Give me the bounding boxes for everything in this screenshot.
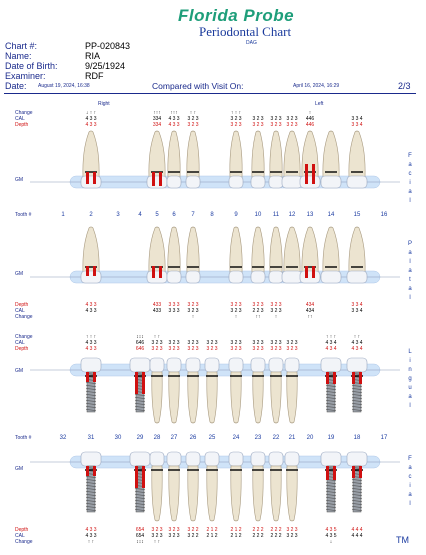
upper-facial-cal-value: 3 2 3 (270, 116, 282, 122)
lower-lingual-depth-value: 3 2 3 (168, 346, 180, 352)
lower-lingual-change-value: ↕↕↕ (136, 334, 144, 340)
upper-facial-pocket-5-mesial (152, 172, 155, 186)
lower-lingual-cal-value: 646 (135, 340, 145, 346)
upper-tooth-number[interactable]: 13 (306, 212, 314, 218)
upper-tooth-number[interactable]: 2 (89, 212, 93, 218)
upper-palatal-cal-value: 3 3 3 (168, 308, 180, 314)
upper-palatal-change-value: ↑↑ (255, 314, 261, 320)
lower-lingual-cal-value: 4 3 3 (85, 340, 97, 346)
row-label-change: Change (15, 539, 33, 545)
upper-facial-depth-value: 3 3 4 (351, 122, 363, 128)
lower-facial-depth-value: 2 2 2 (252, 527, 264, 533)
dob-label: Date of Birth: (5, 61, 58, 71)
upper-facial-pocket-2-mesial (86, 172, 89, 184)
upper-facial-change-value: ↑ (308, 110, 312, 116)
lower-lingual-change-value: ↑ ↑ ↑ (85, 334, 97, 340)
upper-facial-crown-10 (251, 176, 265, 188)
lower-lingual-change-value: ↑ ↑ ↑ (325, 334, 337, 340)
lower-facial-tooth-21-crown (285, 452, 299, 466)
lower-lingual-pocket-18-mesial (352, 372, 355, 384)
lower-facial-tooth-28 (152, 466, 162, 521)
upper-facial-tooth-5 (149, 131, 165, 178)
side-label-lingual: L i n g u a l (408, 349, 412, 409)
lower-lingual-depth-value: 646 (135, 346, 145, 352)
lower-facial-pocket-29-mesial (135, 466, 138, 488)
lower-facial-depth-value: 3 2 3 (286, 527, 298, 533)
lower-facial-depth-value: 4 4 4 (351, 527, 363, 533)
lower-lingual-tooth-22-crown (269, 358, 283, 372)
lower-lingual-cal-value: 3 2 3 (168, 340, 180, 346)
examiner-label: Examiner: (5, 71, 46, 81)
lower-tooth-number[interactable]: 18 (353, 435, 361, 441)
upper-palatal-cal-value: 434 (305, 308, 315, 314)
lower-facial-cal-value: 4 3 5 (325, 533, 337, 539)
lower-lingual-depth-value: 3 2 3 (187, 346, 199, 352)
lower-facial-tooth-31-crown (81, 452, 101, 466)
upper-tooth-number[interactable]: 4 (138, 212, 142, 218)
upper-palatal-tooth-15 (349, 227, 365, 273)
upper-tooth-number[interactable]: 12 (288, 212, 296, 218)
lower-lingual-tooth-24-crown (229, 358, 243, 372)
upper-palatal-pocket-13-mesial (305, 266, 308, 278)
upper-palatal-change-value: ↑ (274, 314, 278, 320)
lower-facial-depth-value: 2 1 2 (230, 527, 242, 533)
upper-palatal-pocket-2-distal (93, 266, 96, 276)
upper-palatal-change-value: ↑ (234, 314, 238, 320)
upper-palatal-crown-13 (300, 271, 320, 283)
chart-number-label: Chart #: (5, 41, 38, 51)
upper-tooth-number[interactable]: 6 (172, 212, 176, 218)
lower-facial-tooth-23 (253, 466, 263, 521)
lower-facial-tooth-28-crown (150, 452, 164, 466)
lower-facial-depth-value: 3 2 3 (168, 527, 180, 533)
page-title: Periodontal Chart (199, 24, 292, 39)
name-label: Name: (5, 51, 32, 61)
upper-palatal-depth-value: 3 2 3 (270, 302, 282, 308)
lower-lingual-depth-value: 3 2 3 (270, 346, 282, 352)
lower-lingual-pocket-19-mesial (326, 372, 329, 384)
upper-facial-depth-value: 446 (305, 122, 315, 128)
lower-facial-depth-value: 3 2 2 (187, 527, 199, 533)
upper-facial-cal-value: 3 2 3 (187, 116, 199, 122)
upper-facial-change-value: ↑↑↑ (153, 110, 161, 116)
page-indicator: 2/3 (398, 81, 411, 91)
lower-facial-cal-value: 3 2 3 (168, 533, 180, 539)
upper-tooth-number[interactable]: 1 (61, 212, 65, 218)
upper-facial-cal-value: 3 2 3 (286, 116, 298, 122)
lower-lingual-pocket-19-distal (333, 372, 336, 384)
upper-palatal-cal-value: 3 3 4 (351, 308, 363, 314)
upper-facial-depth-value: 334 (152, 122, 162, 128)
lower-lingual-pocket-31-mesial (86, 372, 89, 382)
examiner-initials: DAG (246, 40, 257, 46)
lower-facial-tooth-19-crown (321, 452, 341, 466)
upper-facial-depth-value: 3 2 3 (286, 122, 298, 128)
side-label-facial-lower: F a c i a l (408, 456, 412, 507)
upper-palatal-tooth-12 (284, 227, 300, 273)
lower-lingual-cal-value: 3 2 3 (286, 340, 298, 346)
upper-facial-depth-value: 3 2 3 (252, 122, 264, 128)
upper-facial-cal-value: 4 3 3 (168, 116, 180, 122)
upper-palatal-crown-15 (347, 271, 367, 283)
lower-facial-pocket-18-mesial (352, 466, 355, 478)
upper-tooth-number[interactable]: 8 (210, 212, 214, 218)
lower-facial-tooth-27-crown (167, 452, 181, 466)
upper-facial-tooth-10 (252, 131, 264, 178)
lower-facial-change-value: ↑ ↑ (87, 539, 95, 545)
lower-lingual-depth-value: 4 3 3 (85, 346, 97, 352)
upper-palatal-depth-value: 3 2 3 (252, 302, 264, 308)
lower-lingual-tooth-24 (231, 372, 241, 423)
upper-palatal-crown-5 (147, 271, 167, 283)
upper-facial-crown-6 (167, 176, 181, 188)
lower-lingual-depth-value: 3 2 3 (252, 346, 264, 352)
upper-palatal-cal-value: 3 2 3 (187, 308, 199, 314)
lower-facial-change-value: ↕↕↕ (136, 539, 144, 545)
lower-lingual-tooth-31-crown (81, 358, 101, 372)
lower-lingual-tooth-22 (271, 372, 281, 423)
upper-facial-tooth-14 (323, 131, 339, 178)
upper-tooth-number[interactable]: 10 (254, 212, 262, 218)
upper-palatal-gm-label: GM (15, 271, 24, 277)
lower-lingual-pocket-29-distal (142, 372, 145, 394)
upper-facial-crown-7 (186, 176, 200, 188)
upper-facial-pocket-2-distal (93, 172, 96, 184)
row-label-change: Change (15, 314, 33, 320)
lower-tooth-label: Tooth # (15, 435, 32, 441)
lower-tooth-number[interactable]: 31 (87, 435, 95, 441)
lower-facial-depth-value: 654 (135, 527, 145, 533)
lower-lingual-tooth-27 (169, 372, 179, 423)
lower-facial-pocket-19-distal (333, 466, 336, 480)
upper-palatal-depth-value: 3 2 3 (187, 302, 199, 308)
upper-facial-crown-15 (347, 176, 367, 188)
lower-facial-cal-value: 2 2 2 (252, 533, 264, 539)
lower-lingual-tooth-25 (207, 372, 217, 423)
upper-palatal-tooth-11 (270, 227, 282, 273)
upper-palatal-pocket-5-distal (159, 266, 162, 278)
upper-palatal-crown-12 (282, 271, 302, 283)
upper-facial-pocket-13-mesial (305, 164, 308, 184)
lower-lingual-pocket-18-distal (359, 372, 362, 384)
lower-tooth-number[interactable]: 28 (153, 435, 161, 441)
upper-facial-depth-value: 4 3 3 (168, 122, 180, 128)
upper-palatal-tooth-10 (252, 227, 264, 273)
date-label: Date: (5, 81, 27, 91)
upper-facial-crown-14 (321, 176, 341, 188)
lower-lingual-tooth-21-crown (285, 358, 299, 372)
upper-facial-gm-label: GM (15, 177, 24, 183)
upper-facial-tooth-15 (349, 131, 365, 178)
upper-tooth-number[interactable]: 3 (116, 212, 120, 218)
row-label-change: Change (15, 110, 33, 116)
upper-palatal-tooth-9 (230, 227, 242, 273)
upper-facial-pocket-5-distal (159, 172, 162, 186)
upper-tooth-number[interactable]: 7 (191, 212, 195, 218)
row-label-depth: Depth (15, 527, 29, 533)
lower-tooth-number[interactable]: 24 (232, 435, 240, 441)
upper-facial-crown-5 (147, 176, 167, 188)
lower-tooth-number[interactable]: 32 (59, 435, 67, 441)
lower-facial-pocket-29-distal (142, 466, 145, 488)
upper-facial-cal-value: 3 3 4 (351, 116, 363, 122)
lower-lingual-tooth-21 (287, 372, 297, 423)
lower-lingual-cal-value: 3 2 3 (187, 340, 199, 346)
lower-lingual-gm-label: GM (15, 368, 24, 374)
lower-facial-tooth-26-crown (186, 452, 200, 466)
lower-lingual-cal-value: 4 3 4 (351, 340, 363, 346)
lower-lingual-tooth-23 (253, 372, 263, 423)
row-label-cal: CAL (15, 340, 25, 346)
upper-palatal-cal-value: 3 2 3 (230, 308, 242, 314)
lower-lingual-cal-value: 3 2 3 (270, 340, 282, 346)
lower-facial-tooth-22 (271, 466, 281, 521)
row-label-depth: Depth (15, 122, 29, 128)
lower-facial-pocket-31-distal (93, 466, 96, 476)
lower-facial-cal-value: 2 1 2 (206, 533, 218, 539)
upper-facial-change-value: ↓ ↑ ↑ (85, 110, 97, 116)
lower-lingual-depth-value: 3 2 3 (230, 346, 242, 352)
left-label: Left (315, 101, 324, 107)
upper-facial-depth-value: 3 2 3 (230, 122, 242, 128)
lower-tooth-number[interactable]: 26 (189, 435, 197, 441)
compare-label: Compared with Visit On: (152, 81, 244, 91)
upper-palatal-crown-7 (186, 271, 200, 283)
upper-facial-tooth-2 (83, 131, 99, 178)
upper-facial-tooth-11 (270, 131, 282, 178)
upper-palatal-tooth-6 (168, 227, 180, 273)
upper-facial-cal-value: 4 3 3 (85, 116, 97, 122)
lower-facial-cal-value: 2 1 2 (230, 533, 242, 539)
upper-palatal-tooth-5 (149, 227, 165, 273)
lower-lingual-depth-value: 3 2 3 (206, 346, 218, 352)
upper-palatal-cal-value: 433 (152, 308, 162, 314)
lower-lingual-change-value: ↑ ↑ (353, 334, 361, 340)
upper-palatal-tooth-2 (83, 227, 99, 273)
chart-number-value: PP-020843 (85, 41, 131, 51)
upper-facial-pocket-13-distal (312, 164, 315, 184)
lower-lingual-cal-value: 3 2 3 (151, 340, 163, 346)
lower-tooth-number[interactable]: 27 (170, 435, 178, 441)
row-label-cal: CAL (15, 116, 25, 122)
lower-facial-cal-value: 2 2 2 (270, 533, 282, 539)
upper-palatal-crown-6 (167, 271, 181, 283)
upper-palatal-depth-value: 434 (305, 302, 315, 308)
upper-facial-cal-value: 446 (305, 116, 315, 122)
side-label-palatal: P a l a t a l (407, 241, 412, 301)
upper-palatal-crown-14 (321, 271, 341, 283)
upper-facial-tooth-9 (230, 131, 242, 178)
lower-lingual-tooth-28 (152, 372, 162, 423)
lower-facial-pocket-18-distal (359, 466, 362, 478)
lower-facial-tooth-26 (188, 466, 198, 521)
lower-lingual-tooth-25-crown (205, 358, 219, 372)
lower-facial-tooth-21 (287, 466, 297, 521)
upper-facial-cal-value: 3 2 3 (252, 116, 264, 122)
lower-lingual-tooth-29-crown (130, 358, 150, 372)
lower-lingual-change-value: ↑ ↑ (153, 334, 161, 340)
lower-tooth-number[interactable]: 20 (306, 435, 314, 441)
lower-facial-cal-value: 4 3 3 (85, 533, 97, 539)
upper-palatal-pocket-5-mesial (152, 266, 155, 278)
lower-tooth-number[interactable]: 21 (288, 435, 296, 441)
upper-palatal-crown-11 (269, 271, 283, 283)
row-label-change: Change (15, 334, 33, 340)
lower-lingual-pocket-31-distal (93, 372, 96, 382)
lower-facial-tooth-18-crown (347, 452, 367, 466)
lower-lingual-pocket-29-mesial (135, 372, 138, 394)
upper-palatal-change-value: ↑↑ (307, 314, 313, 320)
upper-palatal-crown-10 (251, 271, 265, 283)
upper-palatal-crown-2 (81, 271, 101, 283)
upper-palatal-cal-value: 3 2 3 (270, 308, 282, 314)
lower-tooth-number[interactable]: 29 (136, 435, 144, 441)
upper-facial-tooth-12 (284, 131, 300, 178)
upper-palatal-crown-9 (229, 271, 243, 283)
upper-tooth-number[interactable]: 14 (327, 212, 335, 218)
lower-lingual-depth-value: 4 3 4 (351, 346, 363, 352)
name-value: RIA (85, 51, 101, 61)
lower-lingual-cal-value: 3 2 3 (230, 340, 242, 346)
upper-tooth-number[interactable]: 15 (353, 212, 361, 218)
upper-facial-depth-value: 3 2 3 (187, 122, 199, 128)
lower-lingual-tooth-26-crown (186, 358, 200, 372)
lower-lingual-cal-value: 4 3 4 (325, 340, 337, 346)
lower-lingual-depth-value: 3 2 3 (286, 346, 298, 352)
compare-date: April 16, 2024, 16:29 (293, 83, 340, 89)
lower-lingual-depth-value: 3 2 3 (151, 346, 163, 352)
lower-tooth-number[interactable]: 30 (114, 435, 122, 441)
upper-facial-crown-11 (269, 176, 283, 188)
lower-facial-depth-value: 2 2 2 (270, 527, 282, 533)
lower-facial-tooth-24-crown (229, 452, 243, 466)
lower-facial-pocket-19-mesial (326, 466, 329, 480)
lower-facial-change-value: ↑ ↑ (153, 539, 161, 545)
upper-palatal-depth-value: 3 2 3 (230, 302, 242, 308)
lower-lingual-cal-value: 3 2 3 (206, 340, 218, 346)
upper-palatal-tooth-14 (323, 227, 339, 273)
lower-facial-tooth-23-crown (251, 452, 265, 466)
upper-facial-crown-2 (81, 176, 101, 188)
upper-facial-depth-value: 4 3 3 (85, 122, 97, 128)
upper-palatal-tooth-13 (302, 227, 318, 273)
lower-facial-tooth-22-crown (269, 452, 283, 466)
row-label-depth: Depth (15, 346, 29, 352)
upper-palatal-depth-value: 3 3 3 (168, 302, 180, 308)
date-value: August 19, 2024, 16:38 (38, 83, 90, 89)
upper-facial-crown-12 (282, 176, 302, 188)
lower-facial-cal-value: 4 4 4 (351, 533, 363, 539)
upper-tooth-label: Tooth # (15, 212, 32, 218)
lower-facial-tooth-25-crown (205, 452, 219, 466)
upper-tooth-number[interactable]: 5 (155, 212, 159, 218)
lower-facial-depth-value: 3 2 3 (151, 527, 163, 533)
upper-facial-tooth-7 (187, 131, 199, 178)
lower-lingual-tooth-18-crown (347, 358, 367, 372)
upper-facial-tooth-6 (168, 131, 180, 178)
lower-facial-cal-value: 654 (135, 533, 145, 539)
lower-facial-cal-value: 3 2 2 (187, 533, 199, 539)
upper-palatal-tooth-7 (187, 227, 199, 273)
examiner-value: RDF (85, 71, 104, 81)
lower-lingual-tooth-23-crown (251, 358, 265, 372)
lower-lingual-tooth-27-crown (167, 358, 181, 372)
lower-facial-tooth-24 (231, 466, 241, 521)
lower-facial-tooth-25 (207, 466, 217, 521)
dob-value: 9/25/1924 (85, 61, 126, 71)
upper-facial-crown-13 (300, 176, 320, 188)
lower-lingual-depth-value: 4 3 4 (325, 346, 337, 352)
upper-palatal-cal-value: 4 3 3 (85, 308, 97, 314)
lower-lingual-tooth-26 (188, 372, 198, 423)
upper-palatal-pocket-13-distal (312, 266, 315, 278)
lower-facial-tooth-29-crown (130, 452, 150, 466)
lower-facial-depth-value: 2 1 2 (206, 527, 218, 533)
trademark: TM (396, 535, 409, 545)
upper-facial-tooth-13 (302, 131, 318, 178)
upper-palatal-change-value: ↑ (191, 314, 195, 320)
upper-facial-cal-value: 334 (152, 116, 162, 122)
row-label-depth: Depth (15, 302, 29, 308)
florida-probe-logo: Florida Probe (178, 6, 295, 25)
lower-facial-cal-value: 3 2 3 (151, 533, 163, 539)
lower-facial-tooth-27 (169, 466, 179, 521)
upper-facial-change-value: ↑ ↑ (189, 110, 197, 116)
lower-facial-pocket-31-mesial (86, 466, 89, 476)
upper-facial-crown-9 (229, 176, 243, 188)
lower-lingual-tooth-28-crown (150, 358, 164, 372)
lower-tooth-number[interactable]: 25 (208, 435, 216, 441)
lower-tooth-number[interactable]: 17 (380, 435, 388, 441)
row-label-cal: CAL (15, 308, 25, 314)
upper-facial-depth-value: 3 2 3 (270, 122, 282, 128)
upper-palatal-cal-value: 2 2 3 (252, 308, 264, 314)
right-label: Right (98, 101, 110, 107)
lower-tooth-number[interactable]: 19 (327, 435, 335, 441)
upper-tooth-number[interactable]: 9 (234, 212, 238, 218)
upper-palatal-depth-value: 4 3 3 (85, 302, 97, 308)
lower-lingual-tooth-19-crown (321, 358, 341, 372)
lower-facial-cal-value: 3 2 3 (286, 533, 298, 539)
row-label-cal: CAL (15, 533, 25, 539)
lower-facial-depth-value: 4 3 3 (85, 527, 97, 533)
upper-facial-change-value: ↑ ↑ ↑ (230, 110, 242, 116)
side-label-facial-upper: F a c i a l (408, 153, 412, 204)
lower-facial-change-value: ↓ (329, 539, 333, 545)
lower-facial-gm-label: GM (15, 466, 24, 472)
upper-facial-cal-value: 3 2 3 (230, 116, 242, 122)
upper-palatal-pocket-2-mesial (86, 266, 89, 276)
upper-tooth-number[interactable]: 11 (272, 212, 280, 218)
lower-tooth-number[interactable]: 22 (272, 435, 280, 441)
upper-palatal-depth-value: 433 (152, 302, 162, 308)
lower-lingual-cal-value: 3 2 3 (252, 340, 264, 346)
upper-facial-change-value: ↑↑↑ (170, 110, 178, 116)
lower-tooth-number[interactable]: 23 (254, 435, 262, 441)
upper-tooth-number[interactable]: 16 (380, 212, 388, 218)
upper-palatal-depth-value: 3 3 4 (351, 302, 363, 308)
lower-facial-depth-value: 4 3 5 (325, 527, 337, 533)
